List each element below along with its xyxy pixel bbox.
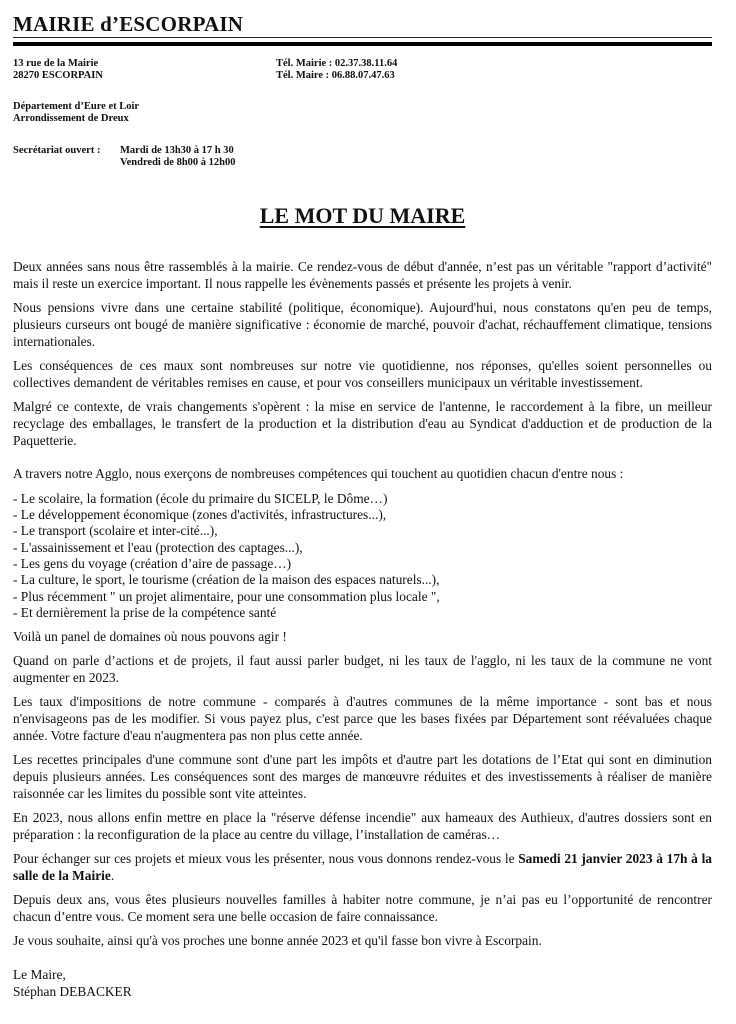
list-item: - La culture, le sport, le tourisme (création de la maison des espaces naturels...), (13, 572, 440, 588)
invitation-date: Samedi 21 janvier 2023 à 17h à la salle de la Mairie (13, 850, 712, 883)
list-item: - Le scolaire, la formation (école du primaire du SICELP, le Dôme…) (13, 490, 388, 506)
list-item: - Le développement économique (zones d'activités, infrastructures...), (13, 507, 387, 523)
mairie-address (13, 58, 103, 82)
paragraph: Voilà un panel de domaines où nous pouvons agir ! (13, 628, 287, 644)
address-street: 13 rue de la Mairie (13, 58, 99, 69)
header-rule-thin (13, 37, 712, 38)
signature-name: Stéphan DEBACKER (13, 983, 132, 999)
paragraph: Les conséquences de ces maux sont nombreuses sur notre vie quotidienne, nos réponses, qu'elles soient personnelles ou collectives demandent de véritables remises en cause, et pour vos conseillers municipaux un véritable investissement. (13, 357, 712, 390)
paragraph: Je vous souhaite, ainsi qu'à vos proches une bonne année 2023 et qu'il fasse bon vivre à Escorpain. (13, 933, 542, 949)
opening-hours-tuesday: Mardi de 13h30 à 17 h 30 (120, 145, 234, 156)
list-item: - Plus récemment " un projet alimentaire, pour une consommation plus locale ", (13, 588, 440, 604)
department-name: Département d’Eure et Loir (13, 101, 140, 112)
mairie-title: MAIRIE d’ESCORPAIN (13, 12, 244, 36)
list-item: - Et dernièrement la prise de la compétence santé (13, 604, 277, 620)
list-item: - L'assainissement et l'eau (protection des captages...), (13, 539, 303, 555)
paragraph: En 2023, nous allons enfin mettre en place la "réserve défense incendie" aux hameaux des Authieux, d'autres dossiers sont en préparation : la reconfiguration de la place au centre du village, l’installation de caméras… (13, 809, 712, 842)
paragraph: Deux années sans nous être rassemblés à la mairie. Ce rendez-vous de début d'année, n’est pas un véritable "rapport d’activité" mais il reste un exercice important. Il nous rappelle les évènements passés et présente les projets à venir. (13, 259, 712, 291)
phone-numbers (276, 58, 397, 82)
address-city: 28270 ESCORPAIN (13, 70, 103, 81)
letter-body (13, 259, 712, 1000)
paragraph: Depuis deux ans, vous êtes plusieurs nouvelles familles à habiter notre commune, je n’ai pas eu l’opportunité de rencontrer chacun d’entre vous. Ce moment sera une belle occasion de faire connaissance. (13, 892, 712, 924)
phone-maire: Tél. Maire : 06.88.07.47.63 (276, 70, 395, 81)
list-item: - Les gens du voyage (création d’aire de passage…) (13, 555, 292, 571)
signature (13, 967, 712, 1001)
paragraph: Les recettes principales d'une commune sont d'une part les impôts et d'autre part les dotations de l’Etat qui sont en diminution depuis plusieurs années. Les conséquences sont des marges de manœuvre réduites et des investissements à réaliser de manière raisonnée car les limites du possible sont vite atteintes. (13, 751, 712, 801)
paragraph: Malgré ce contexte, de vrais changements s'opèrent : la mise en service de l'antenne, le raccordement à la fibre, un meilleur recyclage des emballages, le transfert de la production et la distribution d'eau au Syndicat d'adduction et de production de la Paquetterie. (13, 399, 712, 448)
list-item: - Le transport (scolaire et inter-cité...), (13, 523, 218, 539)
opening-hours-label: Secrétariat ouvert : (13, 145, 101, 156)
opening-hours (13, 145, 236, 169)
header-rule-thick (13, 42, 712, 46)
invitation-end: . (110, 867, 115, 883)
opening-hours-friday: Vendredi de 8h00 à 12h00 (120, 157, 236, 168)
phone-mairie: Tél. Mairie : 02.37.38.11.64 (276, 58, 398, 69)
signature-role: Le Maire, (13, 966, 66, 982)
invitation-text: Pour échanger sur ces projets et mieux vous les présenter, nous vous donnons rendez-vous le (13, 850, 519, 866)
paragraph: Nous pensions vivre dans une certaine stabilité (politique, économique). Aujourd'hui, nous constatons qu'en peu de temps, plusieurs curseurs ont bougé de manière significative : économie de marché, pouvoir d'achat, réchauffement climatique, tensions internationales. (13, 300, 712, 349)
paragraph: Quand on parle d’actions et de projets, il faut aussi parler budget, ni les taux de l'agglo, ni les taux de la commune ne vont augmenter en 2023. (13, 652, 712, 685)
paragraph-invitation (13, 851, 712, 885)
competences-list (13, 491, 712, 621)
paragraph: Les taux d'impositions de notre commune - comparés à d'autres communes de la même importance - sont bas et nous n'envisageons pas de les modifier. Si vous payez plus, c'est parce que les bases fixées par Département sont réévaluées chaque année. Votre facture d'eau n'augmentera pas non plus cette année. (13, 694, 712, 743)
department-info (13, 101, 139, 125)
paragraph-competences-intro: A travers notre Agglo, nous exerçons de nombreuses compétences qui touchent au quotidien chacun d'entre nous : (13, 466, 624, 482)
document-title: LE MOT DU MAIRE (259, 203, 466, 228)
arrondissement-name: Arrondissement de Dreux (13, 113, 129, 124)
